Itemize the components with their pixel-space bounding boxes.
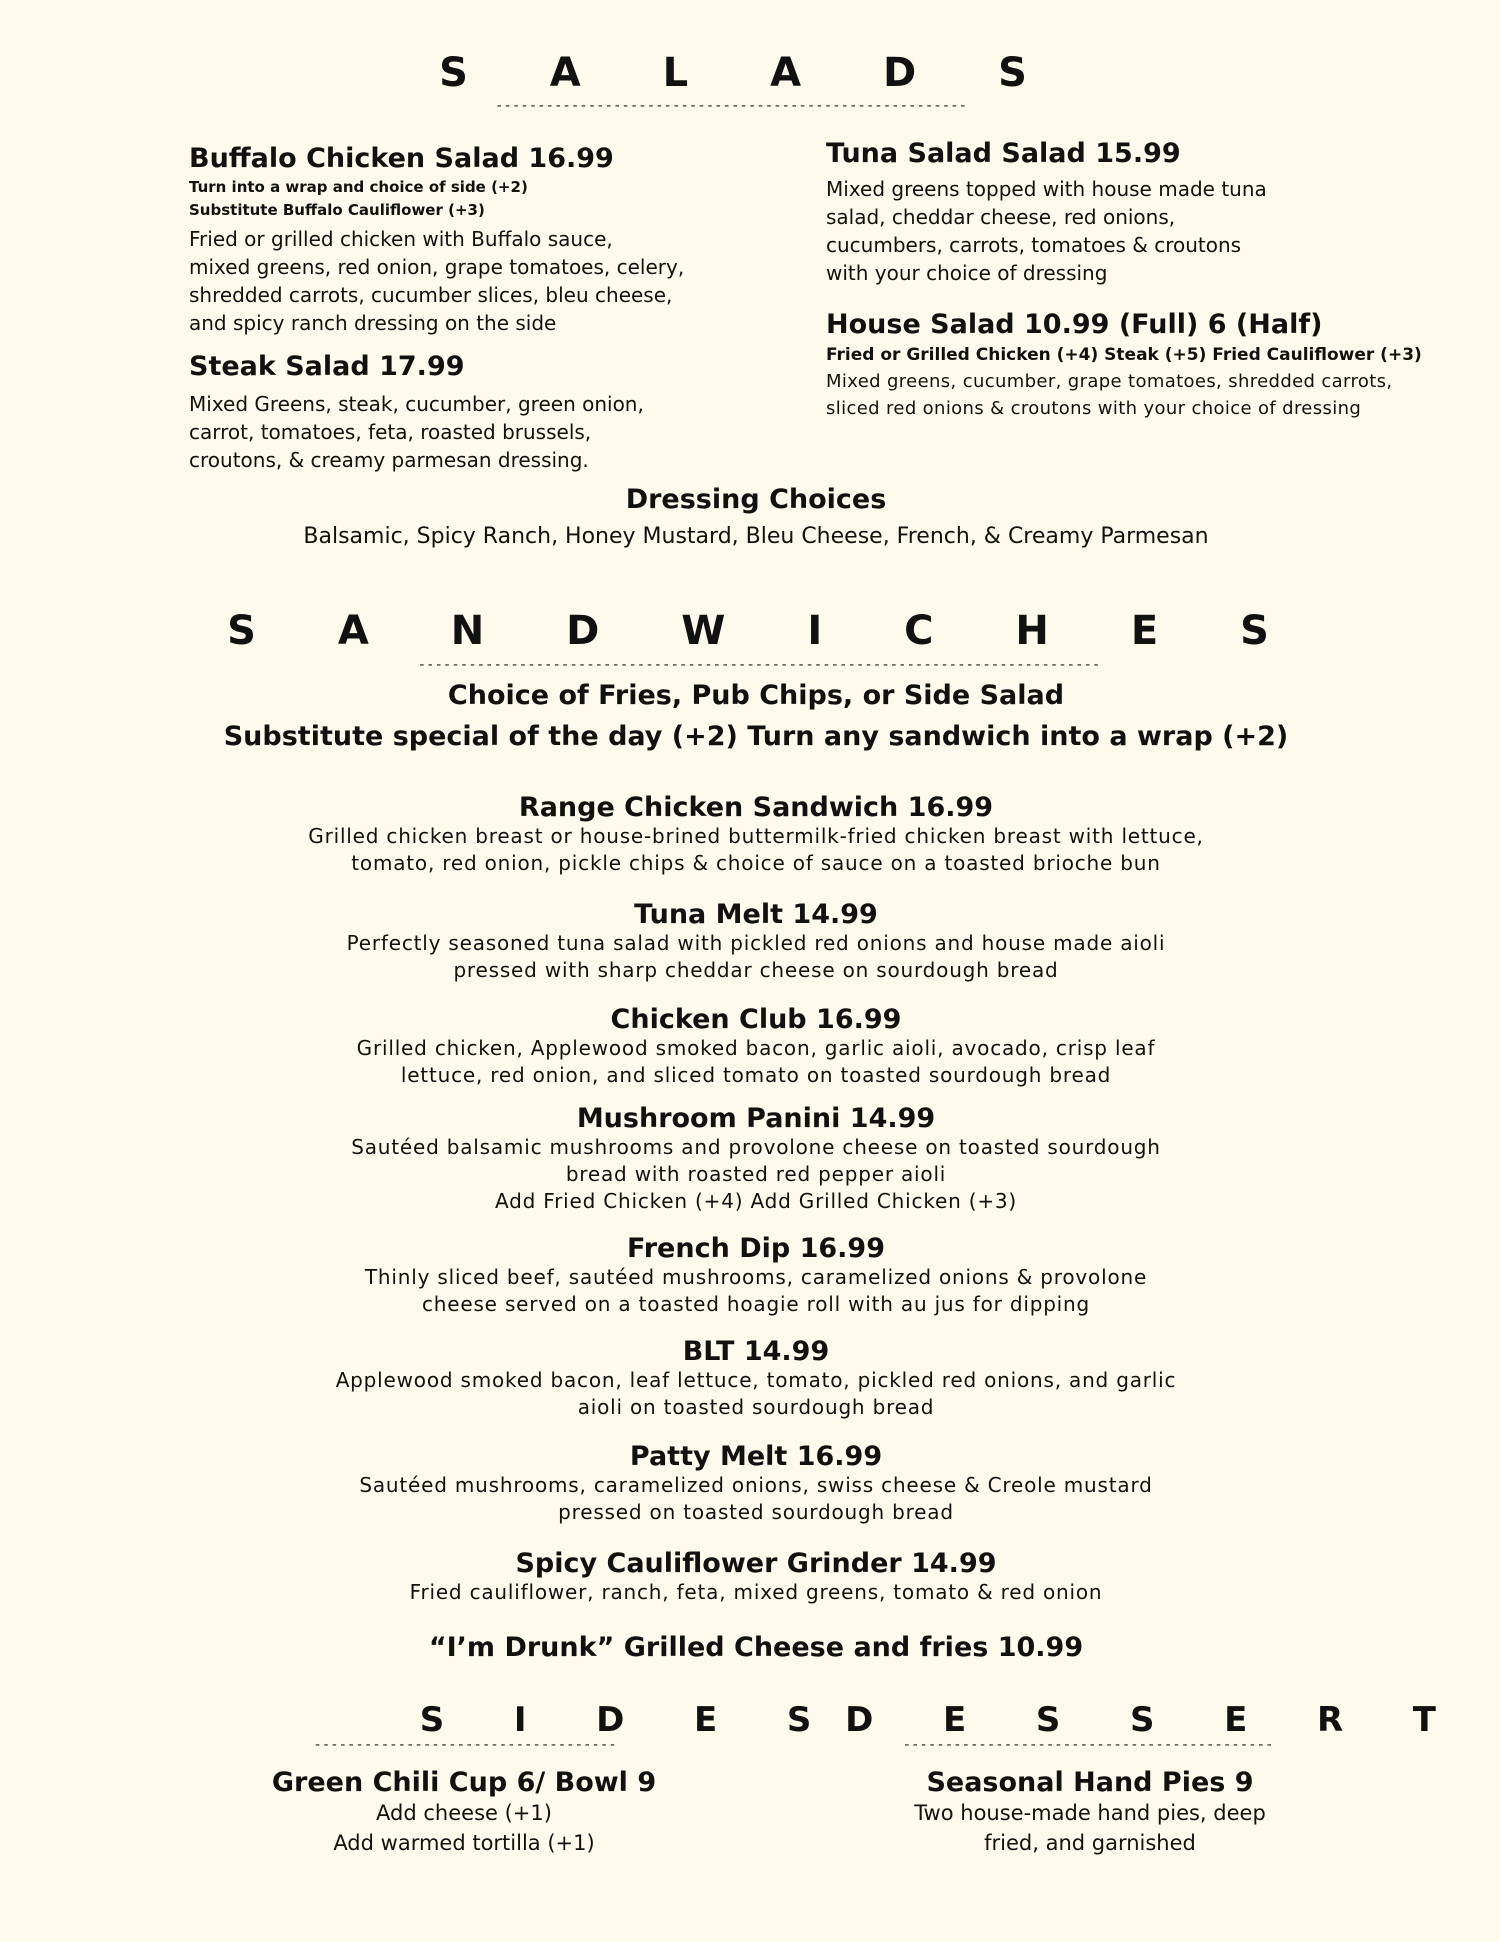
sandwich-item-desc-line: Fried cauliflower, ranch, feta, mixed greens, tomato & red onion: [409, 1580, 1103, 1604]
sides-item-title: Green Chili Cup 6/ Bowl 9: [271, 1767, 657, 1798]
salad-item-desc-line: Mixed Greens, steak, cucumber, green onion,: [189, 392, 644, 416]
dessert-title: D E S S E R T: [845, 1700, 1465, 1740]
sandwich-item-desc-line: Sautéed balsamic mushrooms and provolone cheese on toasted sourdough: [351, 1135, 1161, 1159]
sandwiches-divider: ---------------------------------------------------------------------------------: [417, 657, 1101, 673]
sandwich-item: [0, 1441, 1500, 1526]
sandwich-item: [0, 1336, 1500, 1421]
sandwich-item-desc-line: bread with roasted red pepper aioli: [565, 1162, 947, 1186]
sandwiches-subheader: [0, 675, 1500, 757]
grilled-cheese-special: “I’m Drunk” Grilled Cheese and fries 10.99: [428, 1632, 1084, 1663]
sandwich-item-desc-line: cheese served on a toasted hoagie roll with au jus for dipping: [421, 1292, 1091, 1316]
sandwich-item-desc-line: tomato, red onion, pickle chips & choice of sauce on a toasted brioche bun: [351, 851, 1161, 875]
salad-item-desc-line: and spicy ranch dressing on the side: [189, 311, 557, 335]
salads-divider: --------------------------------------------------------: [494, 98, 967, 114]
dressing-title: Dressing Choices: [625, 484, 887, 515]
salads-title: S A L A D S: [439, 50, 1061, 96]
sandwich-item-title: Patty Melt 16.99: [629, 1441, 883, 1472]
sandwich-item-title: Chicken Club 16.99: [610, 1004, 902, 1035]
dessert-item-title: Seasonal Hand Pies 9: [926, 1767, 1254, 1798]
sandwich-item: [0, 1548, 1500, 1606]
sandwiches-title: S A N D W I C H E S: [227, 608, 1303, 654]
sandwich-item-desc-line: Applewood smoked bacon, leaf lettuce, tomato, pickled red onions, and garlic: [335, 1368, 1177, 1392]
sandwich-item-title: Tuna Melt 14.99: [634, 899, 878, 930]
sandwich-item: [0, 1233, 1500, 1318]
salads-left-column: [189, 143, 749, 474]
salad-item-desc-line: with your choice of dressing: [826, 261, 1108, 285]
salad-item-desc-line: cucumbers, carrots, tomatoes & croutons: [826, 233, 1242, 257]
salad-item: [826, 138, 1466, 287]
salad-item-desc-line: mixed greens, red onion, grape tomatoes, celery,: [189, 255, 685, 279]
sides-item-desc-line: Add cheese (+1): [376, 1801, 552, 1825]
dessert-item-desc-line: fried, and garnished: [984, 1831, 1196, 1855]
salad-item-modifier: Turn into a wrap and choice of side (+2): [189, 178, 528, 196]
sandwich-item-desc-line: Grilled chicken, Applewood smoked bacon, garlic aioli, avocado, crisp leaf: [356, 1036, 1156, 1060]
salad-item-modifier: Fried or Grilled Chicken (+4) Steak (+5) Fried Cauliflower (+3): [826, 345, 1422, 365]
sandwich-item-desc-line: Sautéed mushrooms, caramelized onions, swiss cheese & Creole mustard: [359, 1473, 1153, 1497]
sandwiches-subheader-line: Choice of Fries, Pub Chips, or Side Salad: [447, 680, 1065, 711]
salad-item-desc-line: salad, cheddar cheese, red onions,: [826, 205, 1176, 229]
salad-item-desc-line: Fried or grilled chicken with Buffalo sauce,: [189, 227, 613, 251]
sandwich-item-desc-line: pressed with sharp cheddar cheese on sourdough bread: [453, 958, 1059, 982]
dessert-item-desc-line: Two house-made hand pies, deep: [914, 1801, 1266, 1825]
salad-item: [189, 351, 749, 474]
sandwich-item: [0, 899, 1500, 984]
salad-item-desc-line: croutons, & creamy parmesan dressing.: [189, 448, 589, 472]
sandwich-item-title: Mushroom Panini 14.99: [576, 1103, 936, 1134]
salad-item-title: House Salad 10.99 (Full) 6 (Half): [826, 309, 1323, 340]
salads-right-column: [826, 138, 1466, 422]
salad-item: [826, 309, 1466, 422]
sandwich-item-desc-line: Perfectly seasoned tuna salad with pickled red onions and house made aioli: [346, 931, 1166, 955]
salad-item-desc-line: carrot, tomatoes, feta, roasted brussels,: [189, 420, 592, 444]
sandwich-item-desc-line: Thinly sliced beef, sautéed mushrooms, caramelized onions & provolone: [364, 1265, 1148, 1289]
salad-item-title: Buffalo Chicken Salad 16.99: [189, 143, 614, 174]
sandwich-item: [0, 792, 1500, 877]
sandwich-item-desc-line: Grilled chicken breast or house-brined buttermilk-fried chicken breast with lettuce,: [308, 824, 1204, 848]
salad-item-desc-line: Mixed greens, cucumber, grape tomatoes, shredded carrots,: [826, 371, 1393, 392]
sides-title: S I D E S: [419, 1700, 841, 1740]
sides-item-desc-line: Add warmed tortilla (+1): [333, 1831, 595, 1855]
sides-item: [264, 1767, 664, 1858]
salad-item-desc-line: sliced red onions & croutons with your choice of dressing: [826, 398, 1362, 419]
salad-item-desc-line: shredded carrots, cucumber slices, bleu cheese,: [189, 283, 673, 307]
dessert-divider: --------------------------------------------: [902, 1737, 1274, 1753]
salad-item: [189, 143, 749, 337]
sandwich-item-desc-line: lettuce, red onion, and sliced tomato on toasted sourdough bread: [400, 1063, 1112, 1087]
sandwiches-subheader-line: Substitute special of the day (+2) Turn any sandwich into a wrap (+2): [223, 721, 1289, 752]
sandwich-item-title: BLT 14.99: [682, 1336, 830, 1367]
sandwich-item-title: French Dip 16.99: [627, 1233, 885, 1264]
sandwich-item-desc-line: aioli on toasted sourdough bread: [577, 1395, 935, 1419]
salad-item-modifier: Substitute Buffalo Cauliflower (+3): [189, 201, 485, 219]
sandwich-item-desc-line: Add Fried Chicken (+4) Add Grilled Chicken (+3): [494, 1189, 1018, 1213]
salad-item-title: Steak Salad 17.99: [189, 351, 465, 382]
sandwich-item: [0, 1103, 1500, 1215]
sandwich-item-title: Spicy Cauliflower Grinder 14.99: [515, 1548, 997, 1579]
sandwich-item: [0, 1004, 1500, 1089]
dressing-list: Balsamic, Spicy Ranch, Honey Mustard, Bleu Cheese, French, & Creamy Parmesan: [303, 524, 1209, 549]
salad-item-desc-line: Mixed greens topped with house made tuna: [826, 177, 1267, 201]
sides-divider: ------------------------------------: [313, 1737, 617, 1753]
dessert-item: [890, 1767, 1290, 1858]
sandwich-item-title: Range Chicken Sandwich 16.99: [518, 792, 994, 823]
sandwich-item-desc-line: pressed on toasted sourdough bread: [558, 1500, 954, 1524]
salad-item-title: Tuna Salad Salad 15.99: [826, 138, 1181, 169]
